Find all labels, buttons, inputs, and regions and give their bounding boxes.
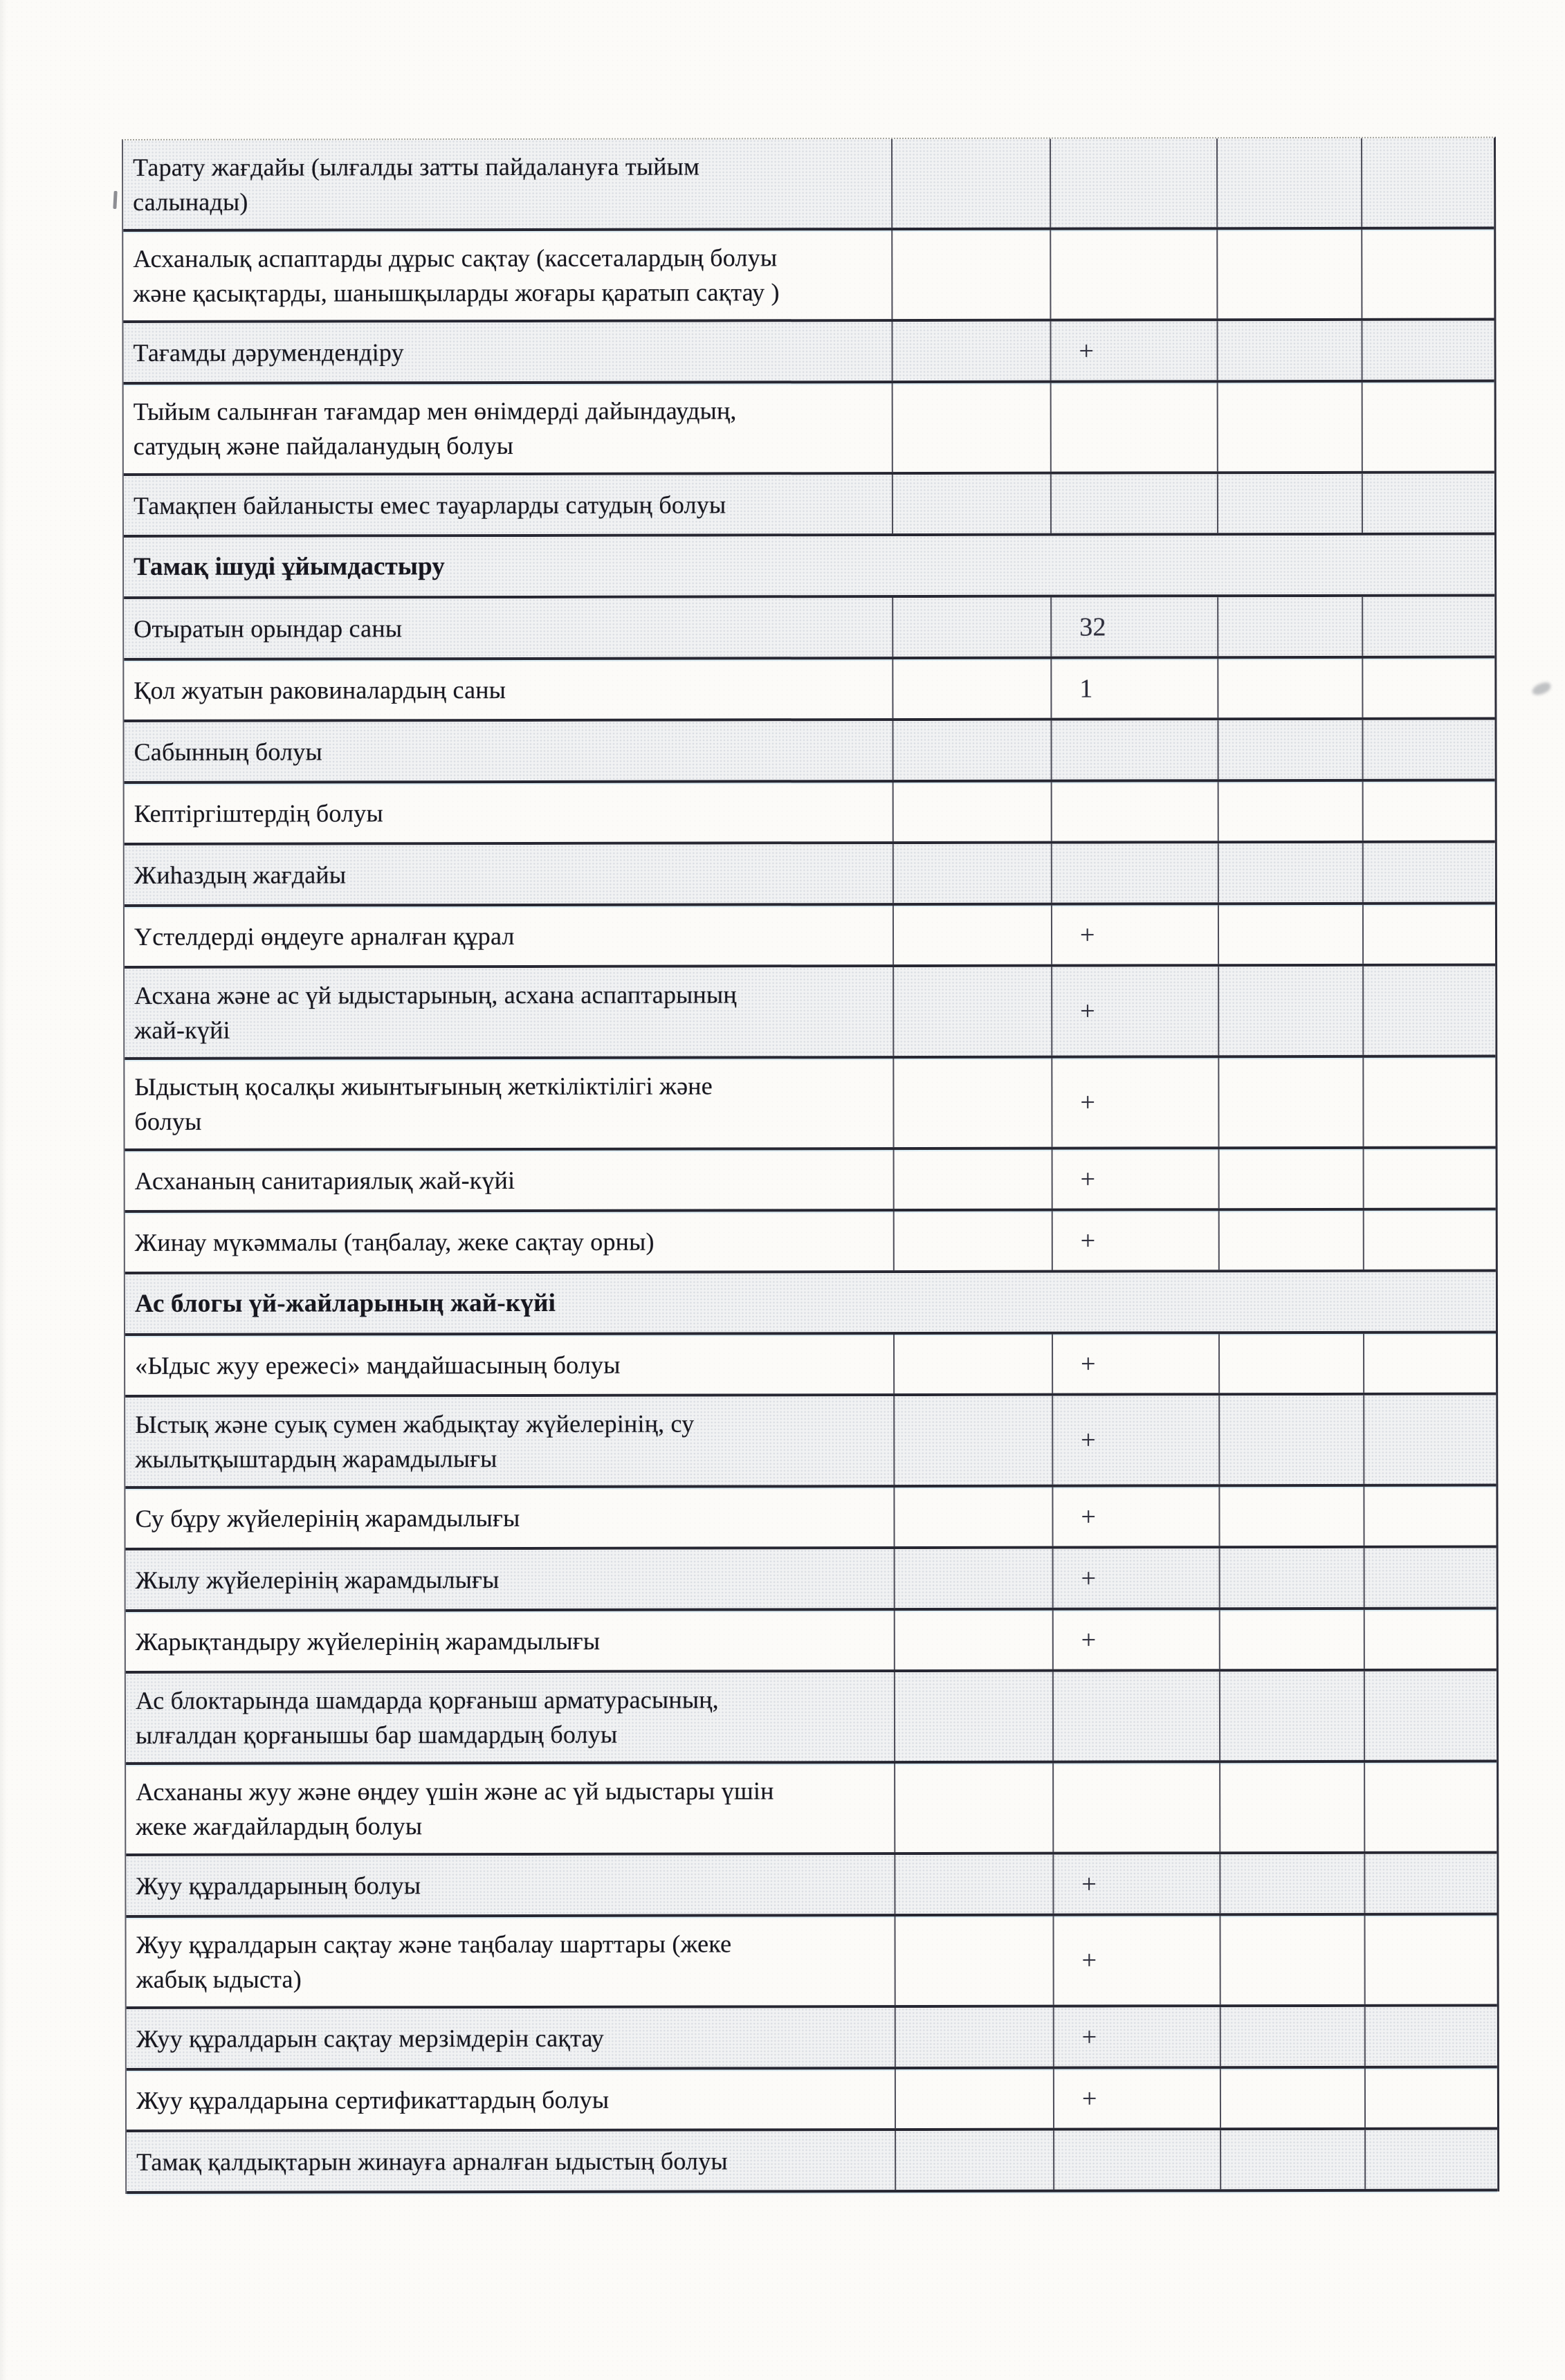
blank-cell: [1218, 843, 1362, 902]
blank-cell: [1361, 321, 1494, 380]
value-cell: [1051, 843, 1218, 902]
row-label: Тарату жағдайы (ылғалды затты пайдалануға тыйым салынады): [133, 152, 700, 216]
section-title: Тамақ ішуді ұйымдастыру: [134, 551, 446, 581]
value-cell: +: [1052, 1487, 1218, 1546]
blank-cell: [1362, 1058, 1495, 1146]
row-label: Жылу жүйелерінің жарамдылығы: [135, 1565, 500, 1594]
value-cell: +: [1053, 2069, 1220, 2127]
blank-cell: [1364, 1763, 1497, 1851]
row-label: Тамақпен байланысты емес тауарларды сатудың болуы: [133, 490, 726, 520]
value-cell: 32: [1050, 597, 1217, 656]
blank-cell: [1217, 659, 1362, 717]
scan-artifact-right-smudge: [1530, 681, 1552, 697]
row-label: «Ыдыс жуу ережесі» маңдайшасының болуы: [135, 1351, 621, 1380]
blank-cell: [894, 1855, 1052, 1914]
blank-cell: [1219, 1610, 1364, 1669]
value-cell: [1052, 1672, 1219, 1760]
blank-cell: [1219, 1854, 1364, 1913]
value-cell: [1052, 1763, 1219, 1851]
row-label: Су бұру жүйелерінің жарамдылығы: [135, 1503, 520, 1532]
blank-cell: [895, 2008, 1053, 2067]
blank-cell: [1363, 1149, 1496, 1208]
row-label: Жуу құралдарына сертификаттардың болуы: [136, 2085, 610, 2114]
row-label: Жарықтандыру жүйелерінің жарамдылығы: [135, 1627, 601, 1656]
blank-cell: [1364, 2007, 1497, 2066]
blank-cell: [1216, 230, 1361, 318]
value-cell: +: [1052, 1610, 1219, 1669]
blank-cell: [892, 383, 1050, 472]
blank-cell: [893, 1211, 1052, 1270]
blank-cell: [895, 2069, 1053, 2128]
row-label: Жиһаздың жағдайы: [134, 860, 347, 889]
blank-cell: [1216, 321, 1361, 380]
blank-cell: [894, 1611, 1052, 1669]
blank-cell: [1363, 1487, 1496, 1546]
inspection-table: [122, 137, 1499, 2194]
table-row: [124, 597, 1494, 661]
scan-artifact-left-tick: [113, 191, 117, 209]
row-label: Үстелдерді өңдеуге арналған құрал: [134, 922, 515, 951]
value-cell: +: [1053, 2007, 1220, 2066]
blank-cell: [1220, 2007, 1364, 2066]
blank-cell: [1364, 1672, 1497, 1760]
table-row: [125, 967, 1495, 1060]
section-title: Ас блогы үй-жайларының жай-күйі: [134, 1288, 556, 1318]
table-row: [125, 1487, 1496, 1550]
blank-cell: [893, 1335, 1052, 1393]
table-row: [125, 905, 1495, 969]
row-label: Тағамды дәрумендендіру: [133, 338, 404, 367]
blank-cell: [1217, 383, 1362, 471]
blank-cell: [1362, 474, 1494, 533]
blank-cell: [894, 1672, 1052, 1761]
blank-cell: [1216, 138, 1361, 227]
row-label: Тыйым салынған тағамдар мен өнімдерді дайындаудың, сатудың және пайдаланудың болуы: [133, 396, 737, 460]
value-cell: +: [1051, 967, 1218, 1055]
table-row: [125, 1149, 1496, 1213]
blank-cell: [1218, 782, 1362, 841]
row-label: Асхана және ас үй ыдыстарының, асхана аспаптарының жай-күйі: [134, 980, 737, 1044]
value-cell: +: [1052, 1916, 1219, 2004]
value-cell: [1050, 138, 1216, 227]
blank-cell: [1218, 1211, 1363, 1270]
blank-cell: [1364, 2069, 1497, 2127]
row-label: Жинау мүкәммалы (таңбалау, жеке сақтау орны): [134, 1227, 655, 1256]
value-cell: 1: [1050, 659, 1217, 717]
value-cell: +: [1052, 1149, 1218, 1208]
blank-cell: [891, 322, 1050, 381]
blank-cell: [1362, 383, 1494, 471]
blank-cell: [891, 230, 1050, 319]
blank-cell: [893, 1396, 1052, 1485]
row-label: Отыратын орындар саны: [134, 614, 403, 643]
blank-cell: [1361, 138, 1494, 227]
blank-cell: [1362, 782, 1495, 841]
table-row: [125, 782, 1495, 845]
blank-cell: [893, 1059, 1051, 1147]
row-label: Ыстық және суық сумен жабдықтау жүйелерінің, су жылытқыштардың жарамдылығы: [135, 1409, 695, 1473]
row-label: Ыдыстың қосалқы жиынтығының жеткіліктілігі және болуы: [134, 1072, 713, 1135]
blank-cell: [1362, 597, 1494, 656]
value-cell: [1051, 782, 1218, 841]
table-row: [126, 1610, 1497, 1674]
table-row: [125, 843, 1495, 907]
row-label: Ас блоктарында шамдарда қорғаныш арматурасының, ылғалдан қорғанышы бар шамдардың болуы: [135, 1685, 719, 1749]
value-cell: [1050, 720, 1217, 779]
blank-cell: [1364, 1916, 1497, 2004]
table-row: [126, 1672, 1497, 1765]
blank-cell: [893, 1488, 1052, 1546]
row-label: Жуу құралдарын сақтау мерзімдерін сақтау: [136, 2024, 605, 2053]
blank-cell: [1219, 1916, 1364, 2004]
table-row: [127, 2130, 1497, 2194]
value-cell: +: [1052, 1211, 1218, 1270]
table-row: [124, 659, 1494, 722]
value-cell: +: [1052, 1854, 1219, 1913]
blank-cell: [1363, 1395, 1496, 1484]
blank-cell: [893, 906, 1051, 964]
blank-cell: [1218, 1395, 1363, 1484]
row-label: Сабынның болуы: [134, 737, 322, 766]
table-row: [124, 383, 1494, 476]
blank-cell: [1364, 1548, 1497, 1607]
blank-cell: [1362, 720, 1494, 779]
row-label: Қол жуатын раковиналардың саны: [134, 675, 506, 704]
blank-cell: [1364, 1854, 1497, 1913]
blank-cell: [1218, 967, 1362, 1055]
blank-cell: [1364, 2130, 1497, 2189]
blank-cell: [1362, 843, 1495, 902]
table-row: [127, 2069, 1497, 2132]
blank-cell: [1217, 720, 1362, 779]
blank-cell: [1217, 597, 1362, 656]
value-cell: +: [1052, 1395, 1218, 1484]
blank-cell: [1219, 1672, 1364, 1760]
blank-cell: [894, 1916, 1052, 2005]
blank-cell: [1362, 659, 1494, 717]
blank-cell: [1218, 1058, 1362, 1146]
blank-cell: [1363, 1211, 1496, 1270]
value-cell: +: [1050, 321, 1216, 380]
table-row: [123, 321, 1494, 385]
row-label: Тамақ қалдықтарын жинауға арналған ыдыстың болуы: [136, 2146, 728, 2176]
blank-cell: [1363, 1334, 1496, 1393]
row-label: Асхананы жуу және өңдеу үшін және ас үй ыдыстары үшін жеке жағдайлардың болуы: [136, 1777, 774, 1840]
blank-cell: [1218, 905, 1362, 964]
table-row: [126, 1854, 1497, 1918]
row-label: Жуу құралдарын сақтау және таңбалау шарттары (жеке жабық ыдыста): [136, 1930, 732, 1993]
blank-cell: [1220, 2130, 1364, 2189]
blank-cell: [1219, 1763, 1364, 1851]
table-row: [127, 2007, 1497, 2071]
blank-cell: [1364, 1610, 1497, 1669]
value-cell: [1050, 230, 1216, 318]
value-cell: +: [1051, 905, 1218, 964]
blank-cell: [893, 967, 1051, 1056]
section-row: [124, 536, 1494, 599]
table-row: [124, 720, 1494, 784]
blank-cell: [892, 659, 1050, 718]
table-row: [125, 1334, 1496, 1398]
value-cell: +: [1052, 1548, 1219, 1607]
blank-cell: [895, 2131, 1053, 2190]
blank-cell: [892, 598, 1050, 657]
blank-cell: [1218, 1334, 1363, 1393]
blank-cell: [892, 721, 1050, 780]
table-row: [125, 1395, 1496, 1489]
value-cell: +: [1051, 1058, 1218, 1146]
table-row: [126, 1916, 1497, 2009]
blank-cell: [1218, 1149, 1363, 1208]
row-label: Асхананың санитариялық жай-күйі: [134, 1166, 515, 1195]
table-row: [123, 230, 1494, 323]
table-row: [125, 1211, 1496, 1274]
table-row: [123, 138, 1494, 232]
blank-cell: [1361, 230, 1494, 318]
blank-cell: [892, 475, 1050, 533]
blank-cell: [1219, 1548, 1364, 1607]
blank-cell: [1362, 905, 1495, 964]
value-cell: [1050, 383, 1217, 471]
table-row: [125, 1058, 1495, 1151]
row-label: Жуу құралдарының болуы: [136, 1871, 421, 1900]
blank-cell: [1220, 2069, 1364, 2127]
row-label: Асханалық аспаптарды дұрыс сақтау (кассеталардың болуы және қасықтарды, шанышқыларды жоғары қаратып сақтау ): [133, 244, 780, 307]
section-row: [125, 1272, 1496, 1336]
blank-cell: [891, 139, 1050, 228]
blank-cell: [893, 782, 1051, 841]
value-cell: [1053, 2130, 1220, 2189]
blank-cell: [894, 1764, 1052, 1852]
row-label: Кептіргіштердің болуы: [134, 798, 383, 827]
value-cell: [1050, 474, 1217, 533]
value-cell: +: [1052, 1334, 1218, 1393]
blank-cell: [1217, 474, 1362, 533]
table-row: [126, 1548, 1497, 1612]
blank-cell: [893, 844, 1051, 903]
blank-cell: [893, 1150, 1052, 1209]
blank-cell: [894, 1549, 1052, 1608]
table-row: [124, 474, 1494, 538]
blank-cell: [1362, 967, 1495, 1055]
blank-cell: [1218, 1487, 1363, 1546]
table-row: [126, 1763, 1497, 1856]
